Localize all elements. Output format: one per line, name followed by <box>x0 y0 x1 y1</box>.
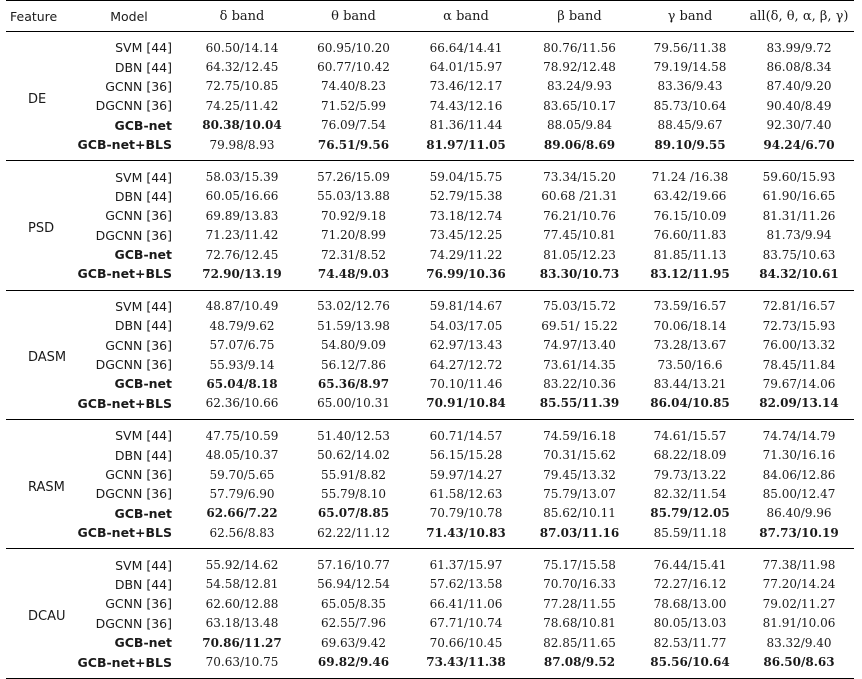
result-cell: 73.59/16.57 <box>653 299 727 314</box>
result-cell: 62.56/8.83 <box>209 525 275 540</box>
result-cell: 64.01/15.97 <box>429 60 503 75</box>
result-cell: 62.55/7.96 <box>320 616 387 631</box>
result-cell: 51.40/12.53 <box>317 428 390 443</box>
result-cell: 89.10/9.55 <box>654 137 726 152</box>
table-row <box>6 652 854 678</box>
table-row <box>6 523 854 549</box>
model-name: DGCNN [36] <box>95 227 172 243</box>
result-cell: 57.79/6.90 <box>209 486 275 501</box>
result-cell: 81.31/11.26 <box>762 208 836 223</box>
result-cell: 76.51/9.56 <box>317 137 390 152</box>
result-cell: 69.51/ 15.22 <box>541 318 618 333</box>
result-cell: 50.62/14.02 <box>317 448 390 463</box>
result-cell: 94.24/6.70 <box>763 137 835 152</box>
result-cell: 77.20/14.24 <box>762 577 836 592</box>
result-cell: 61.90/16.65 <box>762 189 836 204</box>
result-cell: 75.03/15.72 <box>543 299 616 314</box>
result-cell: 69.89/13.83 <box>205 208 279 223</box>
table-row <box>6 335 854 354</box>
result-cell: 69.82/9.46 <box>317 655 390 670</box>
table-row <box>6 394 854 420</box>
result-cell: 54.80/9.09 <box>320 338 387 353</box>
table-row <box>6 614 854 633</box>
result-cell: 88.05/9.84 <box>546 118 613 133</box>
result-cell: 86.40/9.96 <box>766 506 832 521</box>
result-cell: 66.41/11.06 <box>429 596 503 611</box>
result-cell: 51.59/13.98 <box>317 318 390 333</box>
result-cell: 79.73/13.22 <box>653 467 727 482</box>
result-cell: 53.02/12.76 <box>317 299 390 314</box>
table-row <box>6 594 854 613</box>
result-cell: 70.92/9.18 <box>320 208 387 223</box>
feature-group <box>6 290 854 419</box>
result-cell: 83.30/10.73 <box>539 266 620 281</box>
result-cell: 58.03/15.39 <box>205 170 279 185</box>
result-cell: 81.91/10.06 <box>762 616 836 631</box>
model-name: SVM [44] <box>115 40 172 56</box>
table-row <box>6 420 854 446</box>
result-cell: 54.58/12.81 <box>205 577 279 592</box>
result-cell: 60.68 /21.31 <box>541 189 618 204</box>
result-cell: 79.56/11.38 <box>653 40 727 55</box>
model-name: SVM [44] <box>115 557 172 573</box>
model-name: GCNN [36] <box>105 596 172 612</box>
result-cell: 68.22/18.09 <box>653 448 727 463</box>
table-row <box>6 187 854 206</box>
table-row <box>6 355 854 374</box>
result-cell: 56.94/12.54 <box>317 577 390 592</box>
result-cell: 87.73/10.19 <box>759 525 839 540</box>
result-cell: 55.79/8.10 <box>320 486 387 501</box>
result-cell: 64.27/12.72 <box>429 357 503 372</box>
model-name: GCB-net <box>114 247 172 263</box>
table-row <box>6 96 854 115</box>
table-row <box>6 116 854 135</box>
result-cell: 59.60/15.93 <box>762 170 836 185</box>
header-all-bands: all(δ, θ, α, β, γ) <box>744 1 854 32</box>
result-cell: 80.05/13.03 <box>653 616 727 631</box>
table-header <box>6 1 854 32</box>
result-cell: 63.18/13.48 <box>205 616 279 631</box>
result-cell: 84.06/12.86 <box>762 467 836 482</box>
feature-label: DASM <box>28 350 67 366</box>
table-row <box>6 264 854 290</box>
result-cell: 85.79/12.05 <box>650 506 730 521</box>
table-row <box>6 290 854 316</box>
result-cell: 74.29/11.22 <box>429 247 503 262</box>
model-name: GCB-net+BLS <box>77 525 172 541</box>
feature-group <box>6 32 854 161</box>
model-name: GCNN [36] <box>105 337 172 353</box>
result-cell: 75.79/13.07 <box>543 486 616 501</box>
result-cell: 73.28/13.67 <box>653 338 727 353</box>
results-table-container <box>6 0 854 679</box>
result-cell: 74.25/11.42 <box>205 98 279 113</box>
result-cell: 76.00/13.32 <box>762 338 836 353</box>
model-name: GCNN [36] <box>105 78 172 94</box>
result-cell: 87.08/9.52 <box>543 655 616 670</box>
model-name: DBN [44] <box>114 576 172 592</box>
result-cell: 85.56/10.64 <box>650 655 730 670</box>
result-cell: 69.63/9.42 <box>320 635 387 650</box>
feature-label: DE <box>28 91 47 107</box>
result-cell: 70.79/10.78 <box>429 506 503 521</box>
result-cell: 72.90/13.19 <box>202 266 282 281</box>
result-cell: 74.74/14.79 <box>762 428 836 443</box>
model-name: DGCNN [36] <box>95 357 172 373</box>
result-cell: 84.32/10.61 <box>759 266 839 281</box>
table-row <box>6 465 854 484</box>
result-cell: 71.43/10.83 <box>426 525 506 540</box>
result-cell: 48.87/10.49 <box>205 299 279 314</box>
result-cell: 61.37/15.97 <box>429 558 503 573</box>
result-cell: 87.40/9.20 <box>766 79 832 94</box>
table-row <box>6 77 854 96</box>
result-cell: 79.67/14.06 <box>762 376 836 391</box>
header-beta-band: β band <box>523 1 636 32</box>
result-cell: 57.07/6.75 <box>209 338 275 353</box>
result-cell: 83.99/9.72 <box>766 40 832 55</box>
model-name: SVM [44] <box>115 169 172 185</box>
result-cell: 55.03/13.88 <box>317 189 390 204</box>
result-cell: 65.04/8.18 <box>206 376 278 391</box>
result-cell: 63.42/19.66 <box>653 189 727 204</box>
model-name: GCNN [36] <box>105 208 172 224</box>
result-cell: 62.60/12.88 <box>205 596 279 611</box>
result-cell: 88.45/9.67 <box>657 118 723 133</box>
model-name: DBN [44] <box>114 447 172 463</box>
result-cell: 74.43/12.16 <box>429 98 503 113</box>
table-row <box>6 575 854 594</box>
model-name: DBN [44] <box>114 318 172 334</box>
result-cell: 60.50/14.14 <box>205 40 279 55</box>
result-cell: 48.79/9.62 <box>209 318 275 333</box>
model-name: DGCNN [36] <box>95 486 172 502</box>
result-cell: 67.71/10.74 <box>429 616 503 631</box>
result-cell: 82.85/11.65 <box>543 635 616 650</box>
header-feature: Feature <box>6 1 72 32</box>
result-cell: 56.12/7.86 <box>320 357 387 372</box>
header-row <box>6 1 854 32</box>
table-row <box>6 32 854 58</box>
feature-label: RASM <box>28 479 65 495</box>
result-cell: 73.50/16.6 <box>657 357 723 372</box>
model-name: DGCNN [36] <box>95 98 172 114</box>
result-cell: 62.36/10.66 <box>205 396 279 411</box>
model-name: DBN [44] <box>114 188 172 204</box>
result-cell: 54.03/17.05 <box>429 318 503 333</box>
result-cell: 55.91/8.82 <box>320 467 387 482</box>
table-row <box>6 549 854 575</box>
result-cell: 90.40/8.49 <box>766 98 832 113</box>
table-row <box>6 445 854 464</box>
result-cell: 64.32/12.45 <box>205 60 279 75</box>
result-cell: 80.38/10.04 <box>202 118 282 133</box>
result-cell: 78.45/11.84 <box>762 357 836 372</box>
result-cell: 71.20/8.99 <box>320 228 387 243</box>
result-cell: 83.24/9.93 <box>546 79 613 94</box>
result-cell: 61.58/12.63 <box>429 486 503 501</box>
model-name: SVM [44] <box>115 298 172 314</box>
result-cell: 72.31/8.52 <box>320 247 387 262</box>
result-cell: 82.09/13.14 <box>759 396 839 411</box>
result-cell: 82.32/11.54 <box>653 486 727 501</box>
result-cell: 79.19/14.58 <box>653 60 727 75</box>
result-cell: 60.95/10.20 <box>317 40 390 55</box>
result-cell: 78.92/12.48 <box>543 60 616 75</box>
result-cell: 73.34/15.20 <box>543 170 616 185</box>
result-cell: 72.73/15.93 <box>762 318 836 333</box>
result-cell: 76.44/15.41 <box>653 558 727 573</box>
result-cell: 73.46/12.17 <box>429 79 503 94</box>
result-cell: 85.00/12.47 <box>762 486 836 501</box>
result-cell: 60.77/10.42 <box>317 60 390 75</box>
result-cell: 59.70/5.65 <box>209 467 275 482</box>
result-cell: 60.05/16.66 <box>205 189 279 204</box>
result-cell: 66.64/14.41 <box>429 40 503 55</box>
feature-group <box>6 549 854 678</box>
result-cell: 86.08/8.34 <box>766 60 832 75</box>
result-cell: 77.45/10.81 <box>543 228 616 243</box>
result-cell: 70.06/18.14 <box>653 318 727 333</box>
result-cell: 81.97/11.05 <box>426 137 506 152</box>
result-cell: 76.15/10.09 <box>653 208 727 223</box>
result-cell: 86.04/10.85 <box>650 396 730 411</box>
results-table <box>6 0 854 679</box>
result-cell: 86.50/8.63 <box>763 655 835 670</box>
result-cell: 83.75/10.63 <box>762 247 836 262</box>
table-row <box>6 374 854 393</box>
model-name: GCB-net+BLS <box>77 266 172 282</box>
result-cell: 71.30/16.16 <box>762 448 836 463</box>
result-cell: 71.23/11.42 <box>205 228 279 243</box>
result-cell: 47.75/10.59 <box>205 428 279 443</box>
result-cell: 79.45/13.32 <box>543 467 616 482</box>
result-cell: 76.09/7.54 <box>320 118 387 133</box>
result-cell: 85.59/11.18 <box>653 525 727 540</box>
result-cell: 70.70/16.33 <box>543 577 616 592</box>
result-cell: 77.28/11.55 <box>543 596 616 611</box>
result-cell: 70.86/11.27 <box>202 635 282 650</box>
result-cell: 73.61/14.35 <box>543 357 616 372</box>
model-name: GCB-net <box>114 117 172 133</box>
result-cell: 55.92/14.62 <box>205 558 279 573</box>
feature-group <box>6 161 854 290</box>
result-cell: 75.17/15.58 <box>543 558 616 573</box>
header-theta-band: θ band <box>298 1 409 32</box>
feature-label: DCAU <box>28 609 66 625</box>
result-cell: 72.75/10.85 <box>205 79 279 94</box>
result-cell: 81.05/12.23 <box>543 247 616 262</box>
result-cell: 92.30/7.40 <box>766 118 832 133</box>
result-cell: 65.36/8.97 <box>317 376 390 391</box>
header-model: Model <box>72 1 186 32</box>
result-cell: 59.81/14.67 <box>429 299 503 314</box>
result-cell: 81.73/9.94 <box>766 228 832 243</box>
result-cell: 65.00/10.31 <box>317 396 390 411</box>
result-cell: 79.98/8.93 <box>209 137 275 152</box>
result-cell: 70.66/10.45 <box>429 635 503 650</box>
result-cell: 78.68/13.00 <box>653 596 727 611</box>
result-cell: 83.36/9.43 <box>657 79 723 94</box>
result-cell: 85.73/10.64 <box>653 98 727 113</box>
table-row <box>6 504 854 523</box>
result-cell: 70.10/11.46 <box>429 376 503 391</box>
result-cell: 72.76/12.45 <box>205 247 279 262</box>
result-cell: 81.85/11.13 <box>653 247 727 262</box>
model-name: SVM [44] <box>115 428 172 444</box>
result-cell: 83.12/11.95 <box>650 266 730 281</box>
result-cell: 83.22/10.36 <box>543 376 616 391</box>
result-cell: 80.76/11.56 <box>543 40 616 55</box>
result-cell: 89.06/8.69 <box>543 137 616 152</box>
table-row <box>6 245 854 264</box>
result-cell: 71.24 /16.38 <box>651 170 729 185</box>
model-name: GCB-net <box>114 376 172 392</box>
table-row <box>6 633 854 652</box>
table-row <box>6 226 854 245</box>
model-name: GCB-net <box>114 505 172 521</box>
result-cell: 70.91/10.84 <box>426 396 506 411</box>
result-cell: 83.44/13.21 <box>653 376 727 391</box>
result-cell: 72.81/16.57 <box>762 299 836 314</box>
feature-label: PSD <box>28 221 55 237</box>
result-cell: 62.22/11.12 <box>317 525 390 540</box>
table-row <box>6 57 854 76</box>
result-cell: 76.21/10.76 <box>543 208 616 223</box>
result-cell: 83.65/10.17 <box>543 98 616 113</box>
result-cell: 87.03/11.16 <box>539 525 620 540</box>
result-cell: 74.61/15.57 <box>653 428 727 443</box>
model-name: GCB-net+BLS <box>77 654 172 670</box>
result-cell: 57.16/10.77 <box>317 558 390 573</box>
header-delta-band: δ band <box>186 1 298 32</box>
result-cell: 55.93/9.14 <box>209 357 275 372</box>
result-cell: 74.97/13.40 <box>543 338 616 353</box>
header-alpha-band: α band <box>409 1 523 32</box>
result-cell: 62.97/13.43 <box>429 338 503 353</box>
model-name: GCB-net+BLS <box>77 395 172 411</box>
result-cell: 74.59/16.18 <box>543 428 616 443</box>
result-cell: 73.45/12.25 <box>429 228 503 243</box>
result-cell: 65.05/8.35 <box>320 596 387 611</box>
result-cell: 59.97/14.27 <box>429 467 503 482</box>
feature-group <box>6 420 854 549</box>
result-cell: 78.68/10.81 <box>543 616 616 631</box>
result-cell: 77.38/11.98 <box>762 558 836 573</box>
result-cell: 65.07/8.85 <box>317 506 390 521</box>
result-cell: 73.43/11.38 <box>426 655 506 670</box>
result-cell: 52.79/15.38 <box>429 189 503 204</box>
result-cell: 83.32/9.40 <box>766 635 832 650</box>
result-cell: 57.62/13.58 <box>429 577 503 592</box>
result-cell: 81.36/11.44 <box>429 118 503 133</box>
header-gamma-band: γ band <box>636 1 744 32</box>
result-cell: 72.27/16.12 <box>653 577 727 592</box>
result-cell: 76.99/10.36 <box>426 266 506 281</box>
result-cell: 48.05/10.37 <box>205 448 279 463</box>
table-row <box>6 135 854 161</box>
table-row <box>6 161 854 187</box>
model-name: GCNN [36] <box>105 467 172 482</box>
result-cell: 74.40/8.23 <box>320 79 387 94</box>
result-cell: 70.31/15.62 <box>543 448 616 463</box>
model-name: GCB-net <box>114 635 172 651</box>
table-row <box>6 484 854 503</box>
table-row <box>6 316 854 335</box>
result-cell: 74.48/9.03 <box>317 266 390 281</box>
result-cell: 85.55/11.39 <box>539 396 620 411</box>
result-cell: 82.53/11.77 <box>653 635 727 650</box>
result-cell: 71.52/5.99 <box>320 98 387 113</box>
model-name: DGCNN [36] <box>95 615 172 631</box>
result-cell: 70.63/10.75 <box>205 655 279 670</box>
result-cell: 85.62/10.11 <box>543 506 616 521</box>
table-row <box>6 206 854 225</box>
result-cell: 56.15/15.28 <box>429 448 503 463</box>
result-cell: 60.71/14.57 <box>429 428 503 443</box>
result-cell: 76.60/11.83 <box>653 228 727 243</box>
model-name: DBN [44] <box>114 59 172 75</box>
result-cell: 59.04/15.75 <box>429 170 503 185</box>
result-cell: 57.26/15.09 <box>317 170 390 185</box>
model-name: GCB-net+BLS <box>77 137 172 153</box>
result-cell: 79.02/11.27 <box>762 596 836 611</box>
result-cell: 73.18/12.74 <box>429 208 503 223</box>
result-cell: 62.66/7.22 <box>206 506 278 521</box>
